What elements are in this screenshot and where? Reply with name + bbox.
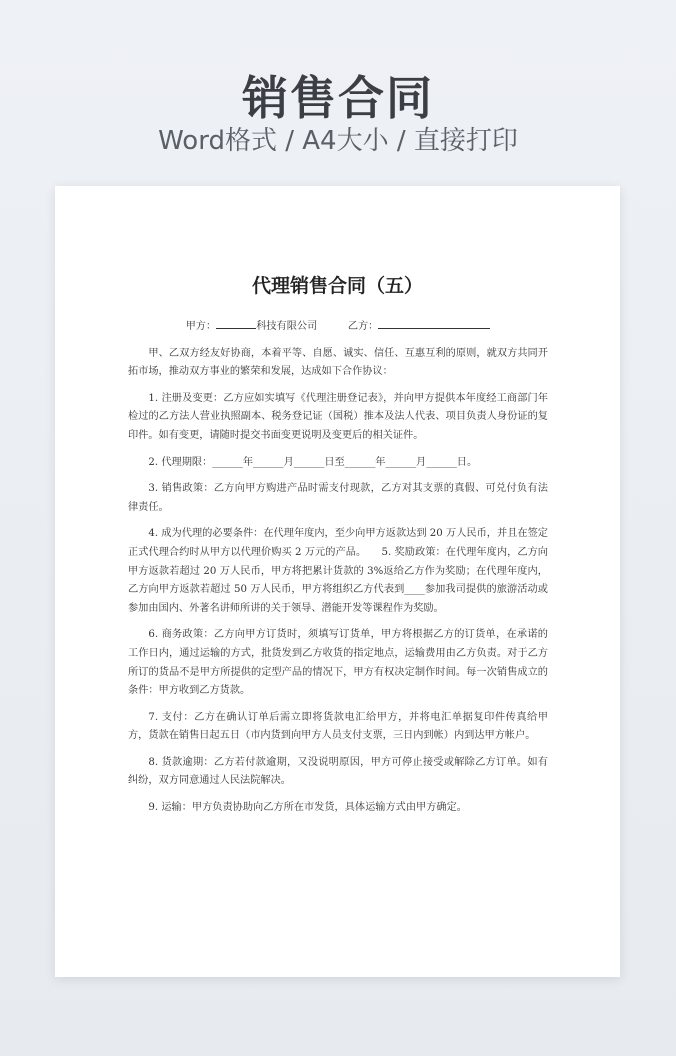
- paragraph: 6. 商务政策：乙方向甲方订货时，须填写订货单，甲方将根据乙方的订货单，在承诺的工作日内，通过运输的方式，批货发到乙方收货的指定地点，运输费用由乙方负责。对于乙方所订的货品不是甲方所提供的定型产品的情况下，甲方有权决定制作时间。每一次销售成立的条件：甲方收到乙方货款。: [128, 629, 548, 697]
- paragraph: 1. 注册及变更：乙方应如实填写《代理注册登记表》，并向甲方提供本年度经工商部门年检过的乙方法人营业执照副本、税务登记证（国税）推本及法人代表、项目负责人身份证的复印件。如有变更，请随时提交书面变更说明及变更后的相关证件。: [128, 392, 548, 441]
- page-subtitle: Word格式 / A4大小 / 直接打印: [158, 126, 518, 156]
- paragraph: 9. 运输：甲方负责协助向乙方所在市发货，具体运输方式由甲方确定。: [148, 802, 467, 814]
- party-a-suffix: 科技有限公司: [256, 321, 318, 332]
- party-b-blank: [378, 316, 490, 329]
- page-title: 销售合同: [242, 71, 434, 125]
- party-a-label: 甲方：: [185, 321, 217, 332]
- paragraph: 3. 销售政策：乙方向甲方购进产品时需支付现款，乙方对其支票的真假、可兑付负有法律责任。: [128, 483, 548, 513]
- paragraph: 7. 支付：乙方在确认订单后需立即将货款电汇给甲方，并将电汇单据复印件传真给甲方，货款在销售日起五日（市内货到向甲方人员支付支票，三日内到帐）内到达甲方帐户。: [128, 711, 548, 742]
- paragraph: 8. 货款逾期：乙方若付款逾期，又没说明原因，甲方可停止接受或解除乙方订单。如有纠纷，双方同意通过人民法院解决。: [128, 756, 548, 787]
- paragraph: 甲、乙双方经友好协商，本着平等、自愿、诚实、信任、互惠互利的原则，就双方共同开拓市场，推动双方事业的繁荣和发展，达成如下合作协议：: [128, 347, 548, 378]
- document-page: [55, 186, 620, 977]
- document-body: [128, 316, 548, 826]
- party-a-blank: [216, 316, 256, 329]
- parties-line: [128, 316, 548, 337]
- paragraph: 2. 代理期限：______年______月______日至______年______月______日。: [148, 456, 478, 468]
- party-b-label: 乙方：: [347, 321, 379, 332]
- paragraph: 4. 成为代理的必要条件：在代理年度内，至少向甲方返款达到 20 万人民币，并且在签定正式代理合约时从甲方以代理价购买 2 万元的产品。 5. 奖励政策：在代理年度内，乙方向甲方返款若超过 20 万人民币，甲方将把累计货款的 3%返给乙方作为奖励；在代理年度内，乙方向甲方返款若超过 50 万人民币，甲方将组织乙方代表到____参加我司提供的旅游活动或参加由国内、外著名讲师所讲的关于领导、潜能开发等课程作为奖励。: [128, 528, 548, 614]
- document-title: 代理销售合同（五）: [251, 275, 423, 297]
